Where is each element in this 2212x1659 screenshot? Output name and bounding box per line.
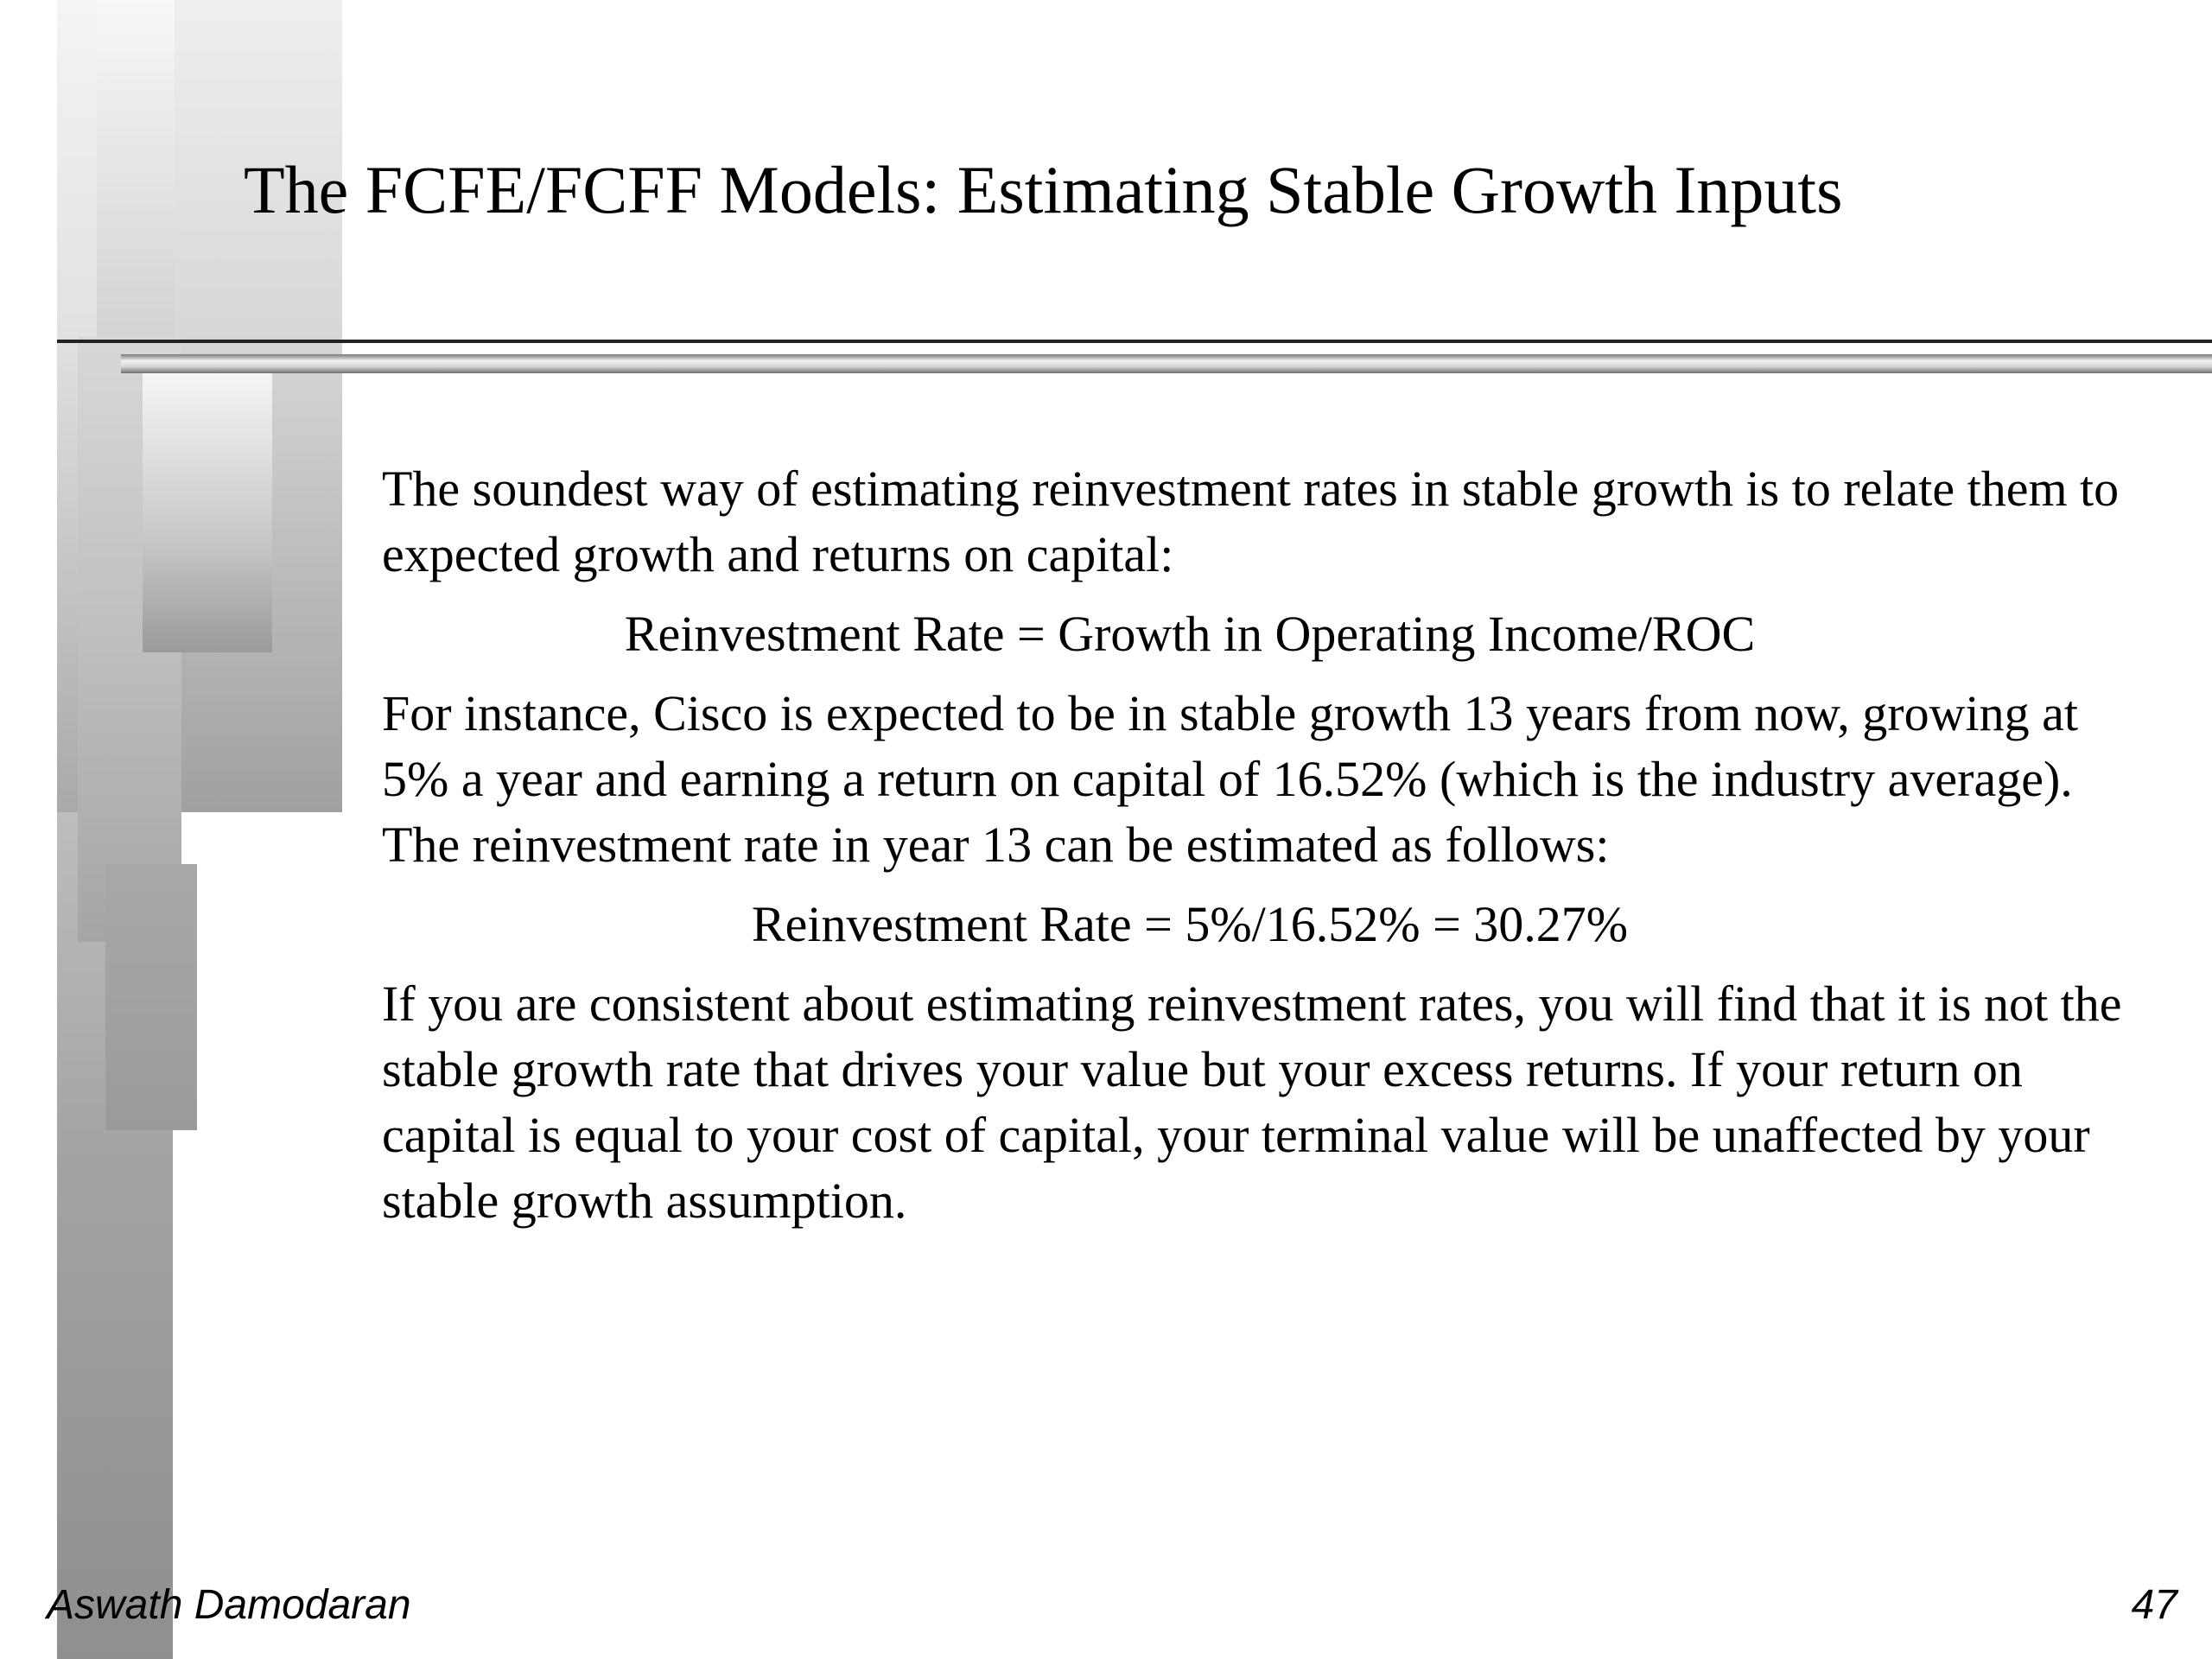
decorative-bar	[105, 864, 197, 1130]
title-divider-bevel	[121, 354, 2212, 373]
page-number: 47	[2131, 1582, 2177, 1628]
decorative-bar	[143, 372, 272, 652]
body-paragraph: The soundest way of estimating reinvestment rates in stable growth is to relate them to expected growth and returns on capital:	[382, 461, 2120, 582]
slide-body	[382, 456, 2145, 1234]
footer-author: Aswath Damodaran	[47, 1582, 411, 1628]
body-paragraph: For instance, Cisco is expected to be in stable growth 13 years from now, growing at 5% a year and earning a return on capital of 16.52% (which is the industry average). The reinvestment rate in year 13 can be estimated as follows:	[382, 685, 2078, 873]
equation: Reinvestment Rate = 5%/16.52% = 30.27%	[751, 896, 1629, 952]
slide-title: The FCFE/FCFF Models: Estimating Stable Growth Inputs	[244, 152, 1843, 227]
title-divider	[57, 340, 2212, 343]
body-paragraph: If you are consistent about estimating reinvestment rates, you will find that it is not the stable growth rate that drives your value but your excess returns. If your return on capital is equal to your cost of capital, your terminal value will be unaffected by your stable growth assumption.	[382, 976, 2122, 1229]
equation: Reinvestment Rate = Growth in Operating Income/ROC	[624, 606, 1756, 662]
